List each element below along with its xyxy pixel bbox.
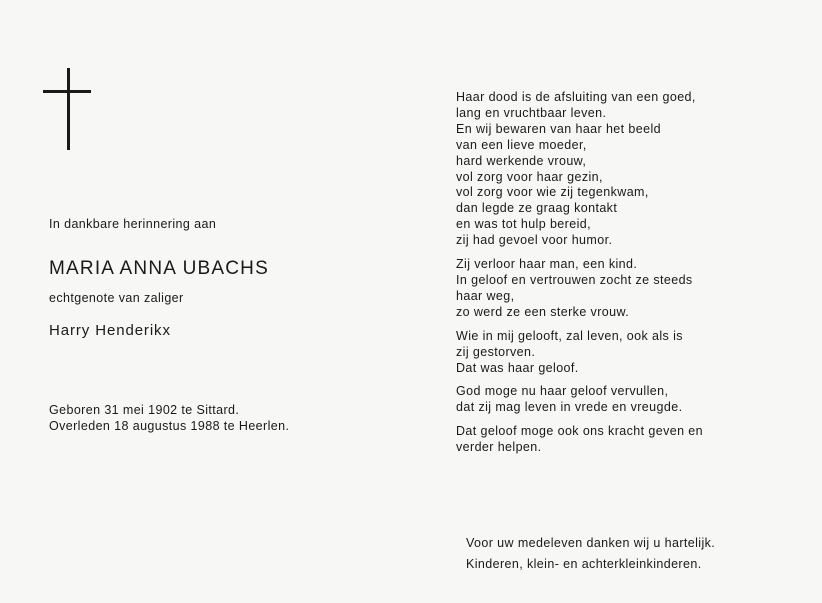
poem-line: vol zorg voor haar gezin, xyxy=(456,169,603,184)
poem-stanza-2 xyxy=(456,257,766,321)
poem-line: haar weg, xyxy=(456,288,515,303)
poem-line: Dat geloof moge ook ons kracht geven en xyxy=(456,424,703,439)
poem-line: Haar dood is de afsluiting van een goed, xyxy=(456,90,696,104)
poem-line: en was tot hulp bereid, xyxy=(456,217,591,232)
thanks-line: Voor uw medeleven danken wij u hartelijk. xyxy=(466,536,716,550)
poem-line: Wie in mij gelooft, zal leven, ook als is xyxy=(456,328,683,343)
poem-line: dat zij mag leven in vrede en vreugde. xyxy=(456,400,683,415)
poem-line: En wij bewaren van haar het beeld xyxy=(456,121,661,136)
poem-stanza-5 xyxy=(456,424,766,456)
poem xyxy=(456,90,766,464)
birth-line: Geboren 31 mei 1902 te Sittard. xyxy=(49,403,240,417)
poem-line: God moge nu haar geloof vervullen, xyxy=(456,384,669,399)
poem-line: zo werd ze een sterke vrouw. xyxy=(456,304,630,319)
poem-stanza-1 xyxy=(456,90,766,249)
poem-line: zij gestorven. xyxy=(456,344,536,359)
poem-stanza-3 xyxy=(456,329,766,377)
spouse-label: echtgenote van zaliger xyxy=(49,291,184,305)
intro-text: In dankbare herinnering aan xyxy=(49,217,217,231)
poem-line: hard werkende vrouw, xyxy=(456,153,587,168)
poem-line: dan legde ze graag kontakt xyxy=(456,201,618,216)
poem-line: van een lieve moeder, xyxy=(456,137,587,152)
poem-line: zij had gevoel voor humor. xyxy=(456,233,613,248)
poem-line: verder helpen. xyxy=(456,440,542,455)
deceased-name: MARIA ANNA UBACHS xyxy=(49,258,269,279)
family-line: Kinderen, klein- en achterkleinkinderen. xyxy=(466,557,702,571)
poem-stanza-4 xyxy=(456,384,766,416)
poem-line: Dat was haar geloof. xyxy=(456,360,579,375)
poem-line: lang en vruchtbaar leven. xyxy=(456,105,607,120)
spouse-name: Harry Henderikx xyxy=(49,322,171,339)
poem-line: In geloof en vertrouwen zocht ze steeds xyxy=(456,272,693,287)
death-line: Overleden 18 augustus 1988 te Heerlen. xyxy=(49,419,290,433)
poem-line: vol zorg voor wie zij tegenkwam, xyxy=(456,185,649,200)
poem-line: Zij verloor haar man, een kind. xyxy=(456,257,638,272)
